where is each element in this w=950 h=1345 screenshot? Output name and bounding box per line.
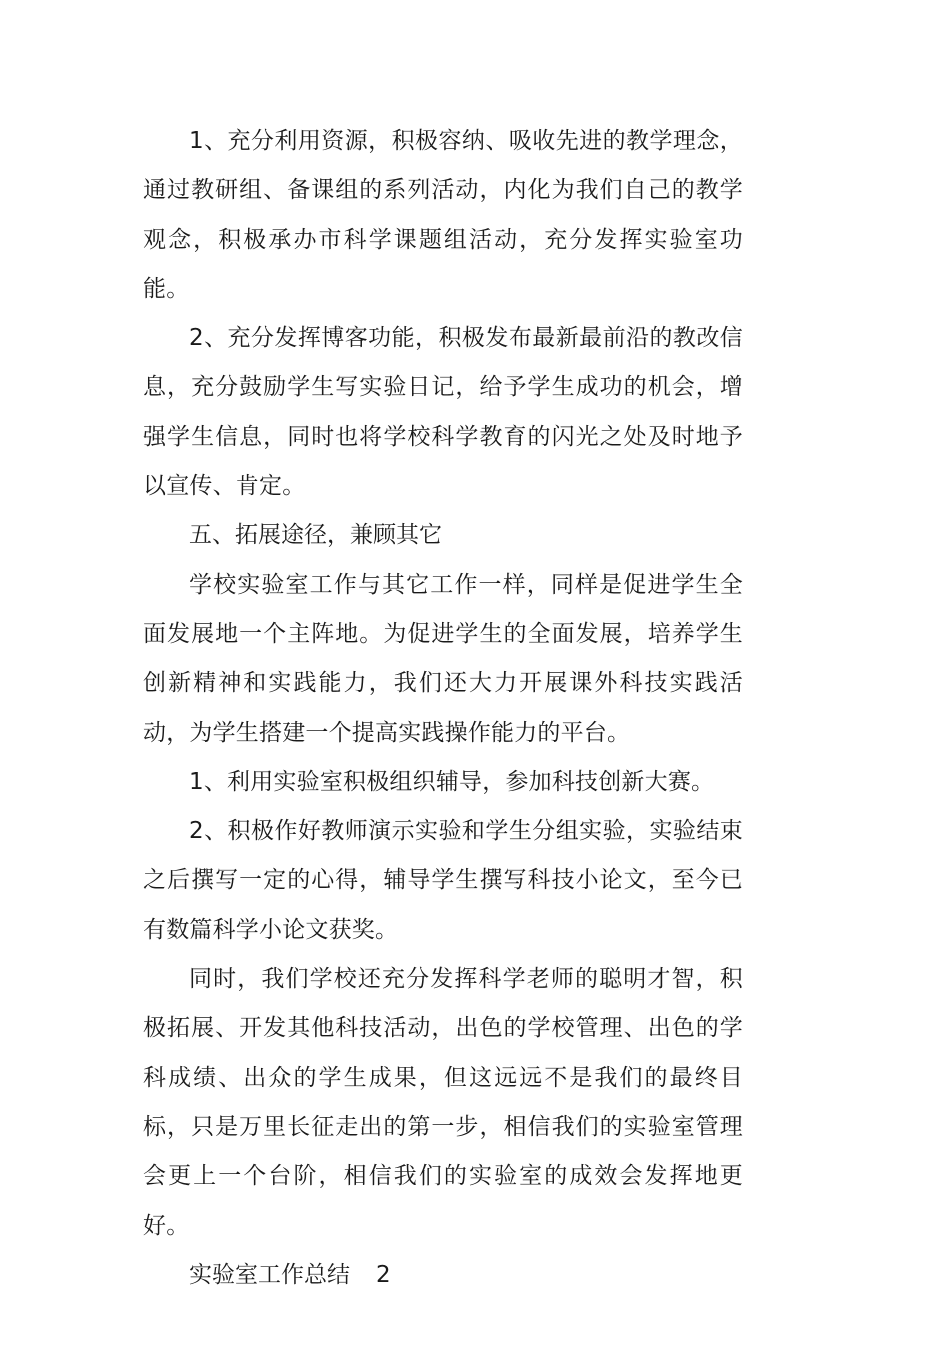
paragraph-summary: 同时，我们学校还充分发挥科学老师的聪明才智，积极拓展、开发其他科技活动，出色的学校管理、出色的学科成绩、出众的学生成果，但这远远不是我们的最终目标，只是万里长征走出的第一步，相信我们的实验室管理会更上一个台阶，相信我们的实验室的成效会发挥地更好。 [143, 966, 743, 1239]
closing-title: 实验室工作总结 [189, 1261, 350, 1288]
paragraph-item-3: 1、利用实验室积极组织辅导，参加科技创新大赛。 [189, 768, 715, 795]
document-body [143, 117, 743, 1300]
paragraph-item-4: 2、积极作好教师演示实验和学生分组实验，实验结束之后撰写一定的心得，辅导学生撰写科技小论文，至今已有数篇科学小论文获奖。 [143, 818, 743, 943]
paragraph-item-1: 1、充分利用资源，积极容纳、吸收先进的教学理念，通过教研组、备课组的系列活动，内化为我们自己的教学观念，积极承办市科学课题组活动，充分发挥实验室功能。 [143, 128, 743, 302]
paragraph-intro: 学校实验室工作与其它工作一样，同样是促进学生全面发展地一个主阵地。为促进学生的全面发展，培养学生创新精神和实践能力，我们还大力开展课外科技实践活动，为学生搭建一个提高实践操作能力的平台。 [143, 571, 743, 746]
closing-number: 2 [376, 1261, 391, 1288]
closing-heading [143, 1251, 743, 1300]
paragraph-item-2: 2、充分发挥博客功能，积极发布最新最前沿的教改信息，充分鼓励学生写实验日记，给予学生成功的机会，增强学生信息，同时也将学校科学教育的闪光之处及时地予以宣传、肯定。 [143, 325, 743, 500]
section-heading: 五、拓展途径，兼顾其它 [189, 522, 442, 549]
